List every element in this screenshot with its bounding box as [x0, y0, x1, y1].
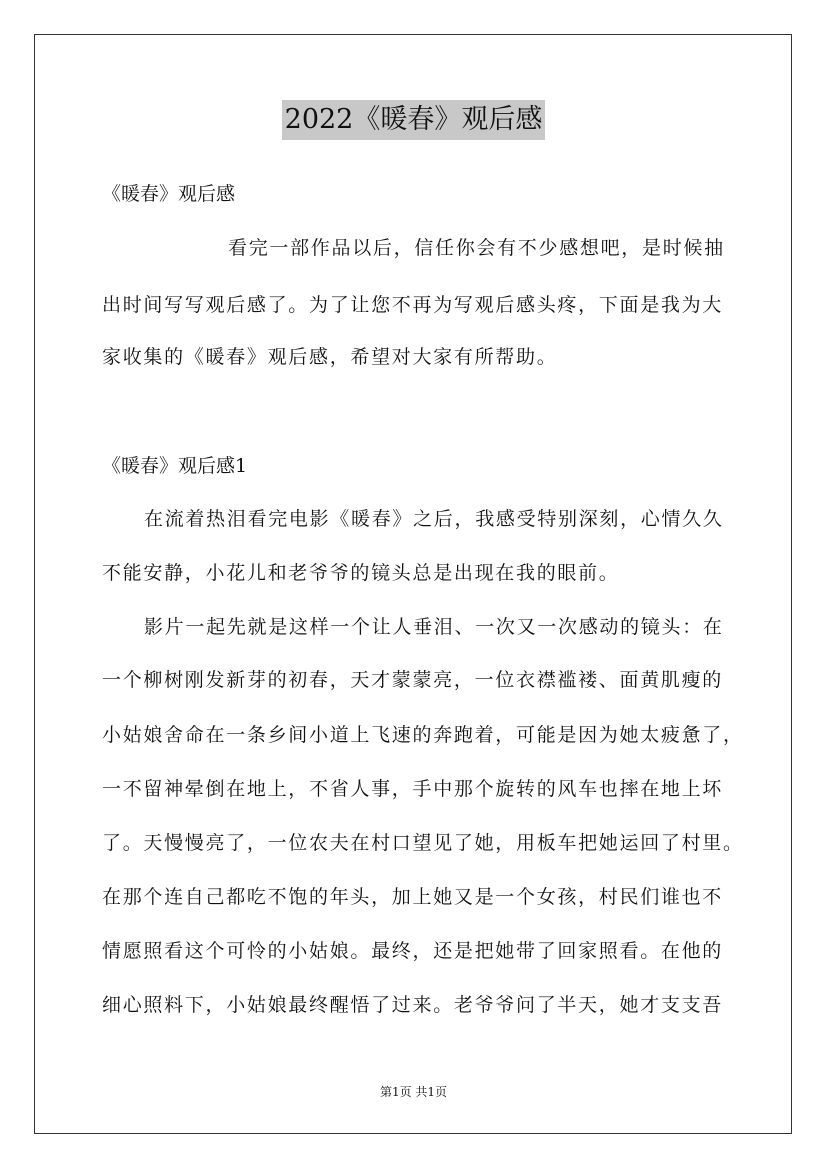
body-line-2: 不能安静，小花儿和老爷爷的镜头总是出现在我的眼前。: [102, 562, 620, 584]
body-line-7: 了。天慢慢亮了，一位农夫在村口望见了她，用板车把她运回了村里。: [102, 832, 744, 854]
section-heading: 《暖春》观后感1: [102, 455, 248, 477]
body-line-10: 细心照料下，小姑娘最终醒悟了过来。老爷爷问了半天，她才支支吾: [102, 994, 724, 1016]
body-line-8: 在那个连自己都吃不饱的年头，加上她又是一个女孩，村民们谁也不: [102, 886, 724, 908]
body-line-5: 小姑娘舍命在一条乡间小道上飞速的奔跑着，可能是因为她太疲惫了，: [102, 724, 744, 746]
subtitle: 《暖春》观后感: [102, 183, 236, 205]
page-footer: 第1页 共1页: [379, 1085, 448, 1099]
intro-line-3: 家收集的《暖春》观后感，希望对大家有所帮助。: [102, 346, 558, 368]
title-container: [0, 100, 827, 140]
intro-line-2: 出时间写写观后感了。为了让您不再为写观后感头疼，下面是我为大: [102, 294, 724, 316]
intro-line-1: 看完一部作品以后，信任你会有不少感想吧，是时候抽: [228, 237, 725, 259]
body-line-4: 一个柳树刚发新芽的初春，天才蒙蒙亮，一位衣襟褴褛、面黄肌瘦的: [102, 669, 724, 691]
body-line-1: 在流着热泪看完电影《暖春》之后，我感受特别深刻，心情久久: [144, 508, 724, 530]
body-line-9: 情愿照看这个可怜的小姑娘。最终，还是把她带了回家照看。在他的: [102, 940, 724, 962]
body-line-6: 一不留神晕倒在地上，不省人事，手中那个旋转的风车也摔在地上坏: [102, 778, 724, 800]
body-line-3: 影片一起先就是这样一个让人垂泪、一次又一次感动的镜头：在: [144, 616, 724, 638]
document-title: 2022《暖春》观后感: [282, 100, 546, 140]
